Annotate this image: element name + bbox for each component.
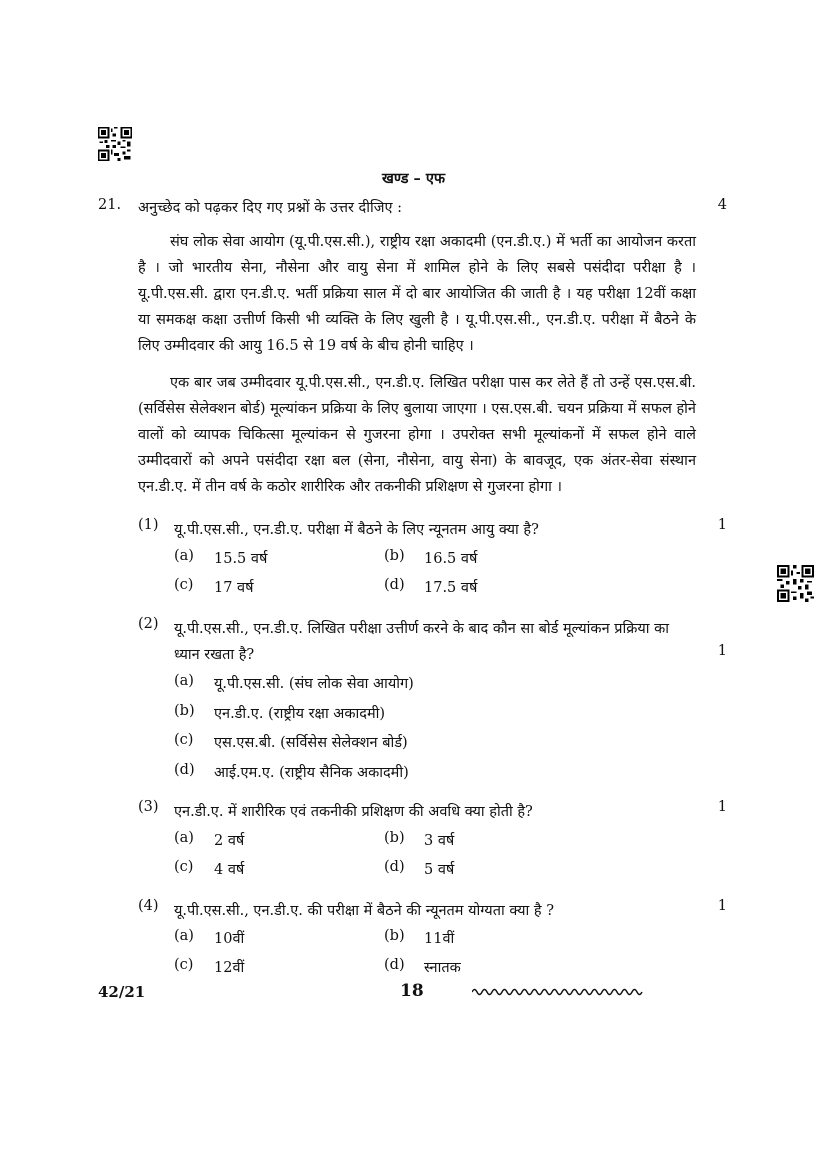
option-text: 4 वर्ष xyxy=(214,862,245,878)
option-label: (c) xyxy=(174,577,194,593)
option-text: आई.एम.ए. (राष्ट्रीय सैनिक अकादमी) xyxy=(214,765,409,781)
section-title: खण्ड – एफ xyxy=(381,170,446,187)
option-label: (a) xyxy=(174,928,194,944)
option-text: 11वीं xyxy=(424,931,455,947)
option-text: एन.डी.ए. (राष्ट्रीय रक्षा अकादमी) xyxy=(214,706,386,722)
sub-question-number: (3) xyxy=(138,799,159,815)
option-text: 15.5 वर्ष xyxy=(214,551,268,567)
option-text: 17.5 वर्ष xyxy=(424,580,478,596)
option-text: 16.5 वर्ष xyxy=(424,551,478,567)
option-text: 3 वर्ष xyxy=(424,833,455,849)
passage-paragraph: संघ लोक सेवा आयोग (यू.पी.एस.सी.), राष्ट्रीय रक्षा अकादमी (एन.डी.ए.) में भर्ती का आयोजन करता है । जो भारतीय सेना, नौसेना और वायु सेना में शामिल होने के लिए सबसे पसंदीदा परीक्षा है । यू.पी.एस.सी. द्वारा एन.डी.ए. भर्ती प्रक्रिया साल में दो बार आयोजित की जाती है । यह परीक्षा 12वीं कक्षा या समकक्ष कक्षा उत्तीर्ण किसी भी व्यक्ति के लिए खुली है । यू.पी.एस.सी., एन.डी.ए. परीक्षा में बैठने के लिए उम्मीदवार की आयु 16.5 से 19 वर्ष के बीच होनी चाहिए । xyxy=(138,234,696,354)
option-label: (c) xyxy=(174,859,194,875)
option-label: (d) xyxy=(384,577,405,593)
sub-question-number: (2) xyxy=(138,616,159,632)
option-label: (b) xyxy=(384,548,405,564)
page-number: 18 xyxy=(400,981,424,1001)
sub-question-text: यू.पी.एस.सी., एन.डी.ए. परीक्षा में बैठने के लिए न्यूनतम आयु क्या है? xyxy=(174,522,539,538)
option-label: (c) xyxy=(174,957,194,973)
option-text: 10वीं xyxy=(214,931,245,947)
qr-code-icon xyxy=(777,565,814,602)
option-label: (b) xyxy=(174,703,195,719)
sub-question-text: यू.पी.एस.सी., एन.डी.ए. लिखित परीक्षा उत्तीर्ण करने के बाद कौन सा बोर्ड मूल्यांकन प्रक्रिया का ध्यान रखता है? xyxy=(174,621,670,663)
sub-question-number: (1) xyxy=(138,517,159,533)
option-text: 5 वर्ष xyxy=(424,862,455,878)
question-prompt: अनुच्छेद को पढ़कर दिए गए प्रश्नों के उत्तर दीजिए : xyxy=(138,200,402,216)
wavy-line-decoration xyxy=(472,986,644,998)
paper-code: 42/21 xyxy=(98,983,146,1001)
sub-question-marks: 1 xyxy=(717,643,727,659)
option-label: (a) xyxy=(174,673,194,689)
option-text: यू.पी.एस.सी. (संघ लोक सेवा आयोग) xyxy=(214,676,414,692)
option-text: 17 वर्ष xyxy=(214,580,254,596)
option-label: (a) xyxy=(174,830,194,846)
option-label: (d) xyxy=(384,859,405,875)
sub-question-marks: 1 xyxy=(717,799,727,815)
sub-question-number: (4) xyxy=(138,898,159,914)
option-text: स्नातक xyxy=(424,960,461,976)
option-text: एस.एस.बी. (सर्विसेस सेलेक्शन बोर्ड) xyxy=(214,735,408,751)
question-marks: 4 xyxy=(717,197,727,213)
option-label: (d) xyxy=(384,957,405,973)
option-label: (d) xyxy=(174,762,195,778)
passage-paragraph: एक बार जब उम्मीदवार यू.पी.एस.सी., एन.डी.ए. लिखित परीक्षा पास कर लेते हैं तो उन्हें एस.एस.बी. (सर्विसेस सेलेक्शन बोर्ड) मूल्यांकन प्रक्रिया के लिए बुलाया जाएगा । एस.एस.बी. चयन प्रक्रिया में सफल होने वालों को व्यापक चिकित्सा मूल्यांकन से गुजरना होगा । उपरोक्त सभी मूल्यांकनों में सफल होने वाले उम्मीदवारों को अपने पसंदीदा रक्षा बल (सेना, नौसेना, वायु सेना) के बावजूद, एक अंतर-सेवा संस्थान एन.डी.ए. में तीन वर्ष के कठोर शारीरिक और तकनीकी प्रशिक्षण से गुजरना होगा । xyxy=(138,375,696,495)
option-label: (b) xyxy=(384,928,405,944)
option-text: 2 वर्ष xyxy=(214,833,245,849)
question-number: 21. xyxy=(98,197,122,213)
option-label: (b) xyxy=(384,830,405,846)
option-label: (a) xyxy=(174,548,194,564)
sub-question-text: एन.डी.ए. में शारीरिक एवं तकनीकी प्रशिक्षण की अवधि क्या होती है? xyxy=(174,804,533,820)
sub-question-marks: 1 xyxy=(717,898,727,914)
option-text: 12वीं xyxy=(214,960,245,976)
option-label: (c) xyxy=(174,732,194,748)
sub-question-text: यू.पी.एस.सी., एन.डी.ए. की परीक्षा में बैठने की न्यूनतम योग्यता क्या है ? xyxy=(174,903,554,919)
sub-question-marks: 1 xyxy=(717,517,727,533)
qr-code-icon xyxy=(98,127,132,161)
